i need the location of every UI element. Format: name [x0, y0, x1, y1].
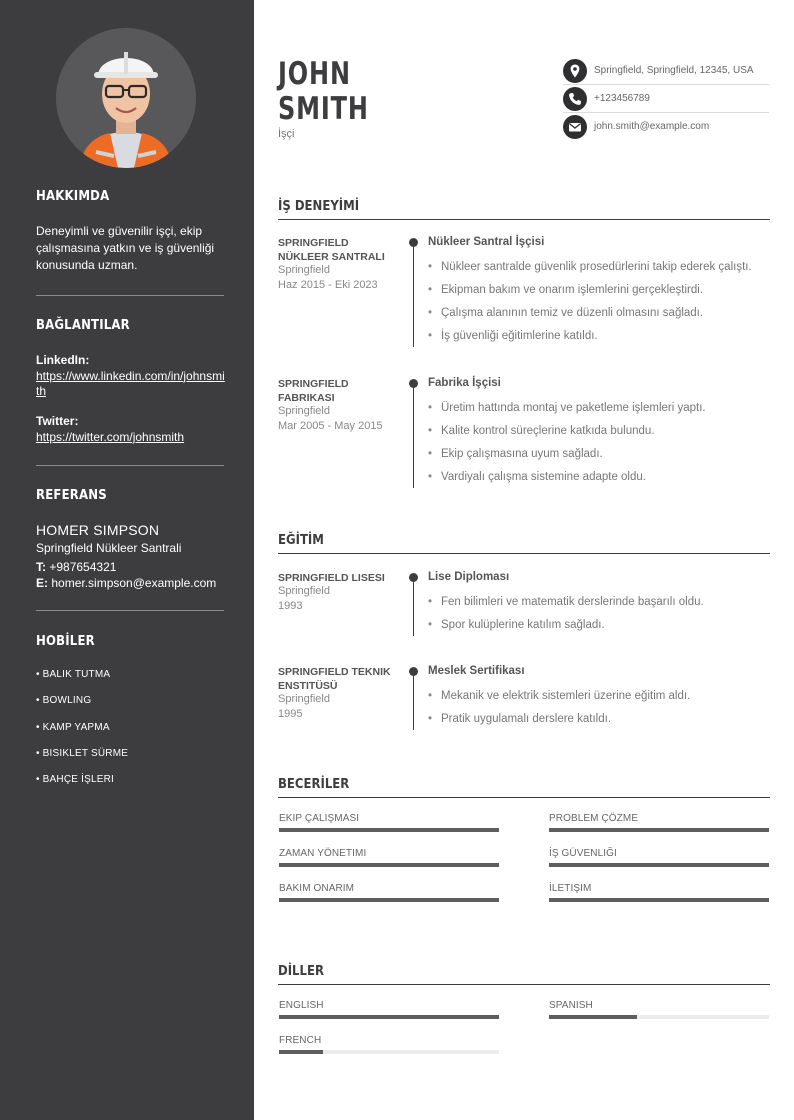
skill-bar: [549, 828, 769, 832]
contact-phone-text: +123456789: [594, 93, 650, 104]
twitter-link[interactable]: https://twitter.com/johnsmith: [36, 429, 185, 444]
job-title: Nükleer Santral İşçisi: [428, 236, 545, 248]
skill-bar-fill: [549, 898, 769, 902]
contact-address-text: Springfield, Springfield, 12345, USA: [594, 65, 754, 76]
job-title: Fabrika İşçisi: [428, 377, 501, 389]
language-bar-fill: [279, 1050, 323, 1054]
skill-bar-fill: [279, 828, 499, 832]
skill-bar: [279, 863, 499, 867]
timeline-dot: [409, 667, 418, 676]
language-label: FRENCH: [279, 1035, 322, 1046]
divider: [36, 465, 224, 466]
skill-bar: [549, 863, 769, 867]
sidebar: [0, 0, 254, 1120]
twitter-link-block: [36, 414, 226, 445]
last-name: SMITH: [278, 91, 369, 127]
contact-phone: [563, 87, 769, 113]
reference-email-value[interactable]: homer.simpson@example.com: [51, 576, 217, 590]
about-text: Deneyimli ve güvenilir işçi, ekip çalışmasına yatkın ve iş güvenliği konusunda uzman.: [36, 224, 215, 272]
profile-photo: [56, 28, 196, 168]
skill-bar-fill: [279, 863, 499, 867]
timeline-dot: [409, 379, 418, 388]
school-location: Springfield: [278, 585, 330, 597]
skill-bar-fill: [549, 828, 769, 832]
location-pin-icon: [563, 59, 587, 83]
timeline-line: [413, 381, 414, 488]
language-bar: [279, 1015, 499, 1019]
education-bullet: • Spor kulüplerine katılım sağladı.: [428, 619, 605, 631]
hobby-item: • BAHÇE İŞLERI: [36, 774, 114, 785]
employment-dates: Mar 2005 - May 2015: [278, 420, 383, 432]
timeline-line: [413, 240, 414, 347]
language-label: ENGLISH: [279, 1000, 324, 1011]
job-bullet: • Üretim hattında montaj ve paketleme işlemleri yaptı.: [428, 402, 706, 414]
school-dates: 1993: [278, 600, 303, 612]
skill-label: EKIP ÇALIŞMASI: [279, 813, 360, 824]
language-label: SPANISH: [549, 1000, 593, 1011]
timeline-line: [413, 574, 414, 636]
school-name: SPRINGFIELD LISESI: [278, 572, 385, 584]
section-rule: [278, 553, 770, 554]
linkedin-label: LinkedIn:: [36, 353, 90, 367]
school-dates: 1995: [278, 708, 303, 720]
employer-name: SPRINGFIELD FABRIKASI: [278, 378, 349, 404]
hobby-item: • BISIKLET SÜRME: [36, 748, 129, 759]
hobby-item: • KAMP YAPMA: [36, 722, 110, 733]
languages-heading: DİLLER: [278, 964, 324, 979]
employer-location: Springfield: [278, 405, 330, 417]
contact-address: [563, 59, 769, 85]
phone-icon: [563, 87, 587, 111]
education-bullet: • Mekanik ve elektrik sistemleri üzerine eğitim aldı.: [428, 690, 690, 702]
school-location: Springfield: [278, 693, 330, 705]
reference-phone-value: +987654321: [49, 560, 117, 574]
hobby-item: • BOWLING: [36, 695, 92, 706]
job-bullet: • Kalite kontrol süreçlerine katkıda bulundu.: [428, 425, 655, 437]
about-heading: HAKKIMDA: [36, 188, 110, 205]
envelope-icon: [563, 115, 587, 139]
section-rule: [278, 984, 770, 985]
section-rule: [278, 797, 770, 798]
skill-bar-fill: [549, 863, 769, 867]
job-bullet: • İş güvenliği eğitimlerine katıldı.: [428, 330, 598, 342]
skill-label: BAKIM ONARIM: [279, 883, 355, 894]
reference-phone: [36, 560, 116, 574]
timeline-line: [413, 668, 414, 730]
first-name: JOHN: [278, 56, 351, 92]
divider: [36, 295, 224, 296]
school-name: SPRINGFIELD TEKNIK ENSTITÜSÜ: [278, 666, 391, 692]
job-role: İşçi: [278, 128, 295, 140]
hobby-item: • BALIK TUTMA: [36, 669, 111, 680]
education-bullet: • Fen bilimleri ve matematik derslerinde başarılı oldu.: [428, 596, 704, 608]
job-bullet: • Ekipman bakım ve onarım işlemlerini gerçekleştirdi.: [428, 284, 703, 296]
job-bullet: • Ekip çalışmasına uyum sağladı.: [428, 448, 603, 460]
language-bar: [549, 1015, 769, 1019]
job-bullet: • Vardiyalı çalışma sistemine adapte oldu.: [428, 471, 646, 483]
reference-email-label: E:: [36, 576, 48, 590]
reference-company: Springfield Nükleer Santrali: [36, 541, 182, 555]
twitter-label: Twitter:: [36, 414, 79, 428]
degree-title: Meslek Sertifikası: [428, 665, 525, 677]
job-bullet: • Nükleer santralde güvenlik prosedürlerini takip ederek çalıştı.: [428, 261, 752, 273]
language-bar: [279, 1050, 499, 1054]
reference-email: [36, 576, 216, 590]
skill-label: İŞ GÜVENLIĞI: [549, 848, 617, 859]
skill-bar: [279, 898, 499, 902]
linkedin-link-block: [36, 353, 226, 400]
skill-label: ZAMAN YÖNETIMI: [279, 848, 367, 859]
skill-bar: [549, 898, 769, 902]
reference-heading: REFERANS: [36, 487, 107, 504]
employer-name: SPRINGFIELD NÜKLEER SANTRALI: [278, 237, 385, 263]
job-bullet: • Çalışma alanının temiz ve düzenli olmasını sağladı.: [428, 307, 703, 319]
skill-bar: [279, 828, 499, 832]
links-heading: BAĞLANTILAR: [36, 317, 130, 334]
education-heading: EĞİTİM: [278, 533, 324, 548]
reference-name: HOMER SIMPSON: [36, 522, 160, 538]
employer-location: Springfield: [278, 264, 330, 276]
skill-label: PROBLEM ÇÖZME: [549, 813, 639, 824]
timeline-dot: [409, 238, 418, 247]
skill-bar-fill: [279, 898, 499, 902]
language-bar-fill: [279, 1015, 499, 1019]
contact-email-text[interactable]: john.smith@example.com: [594, 121, 710, 132]
education-bullet: • Pratik uygulamalı derslere katıldı.: [428, 713, 611, 725]
employment-dates: Haz 2015 - Eki 2023: [278, 279, 378, 291]
section-rule: [278, 219, 770, 220]
linkedin-link[interactable]: https://www.linkedin.com/in/johnsmith: [36, 368, 225, 398]
timeline-dot: [409, 573, 418, 582]
skill-label: İLETIŞIM: [549, 883, 592, 894]
divider: [36, 610, 224, 611]
experience-heading: İŞ DENEYİMİ: [278, 199, 360, 214]
contact-email: [563, 115, 769, 141]
language-bar-fill: [549, 1015, 637, 1019]
hobbies-heading: HOBİLER: [36, 633, 95, 650]
skills-heading: BECERİLER: [278, 777, 350, 792]
degree-title: Lise Diploması: [428, 571, 510, 583]
reference-phone-label: T:: [36, 560, 46, 574]
